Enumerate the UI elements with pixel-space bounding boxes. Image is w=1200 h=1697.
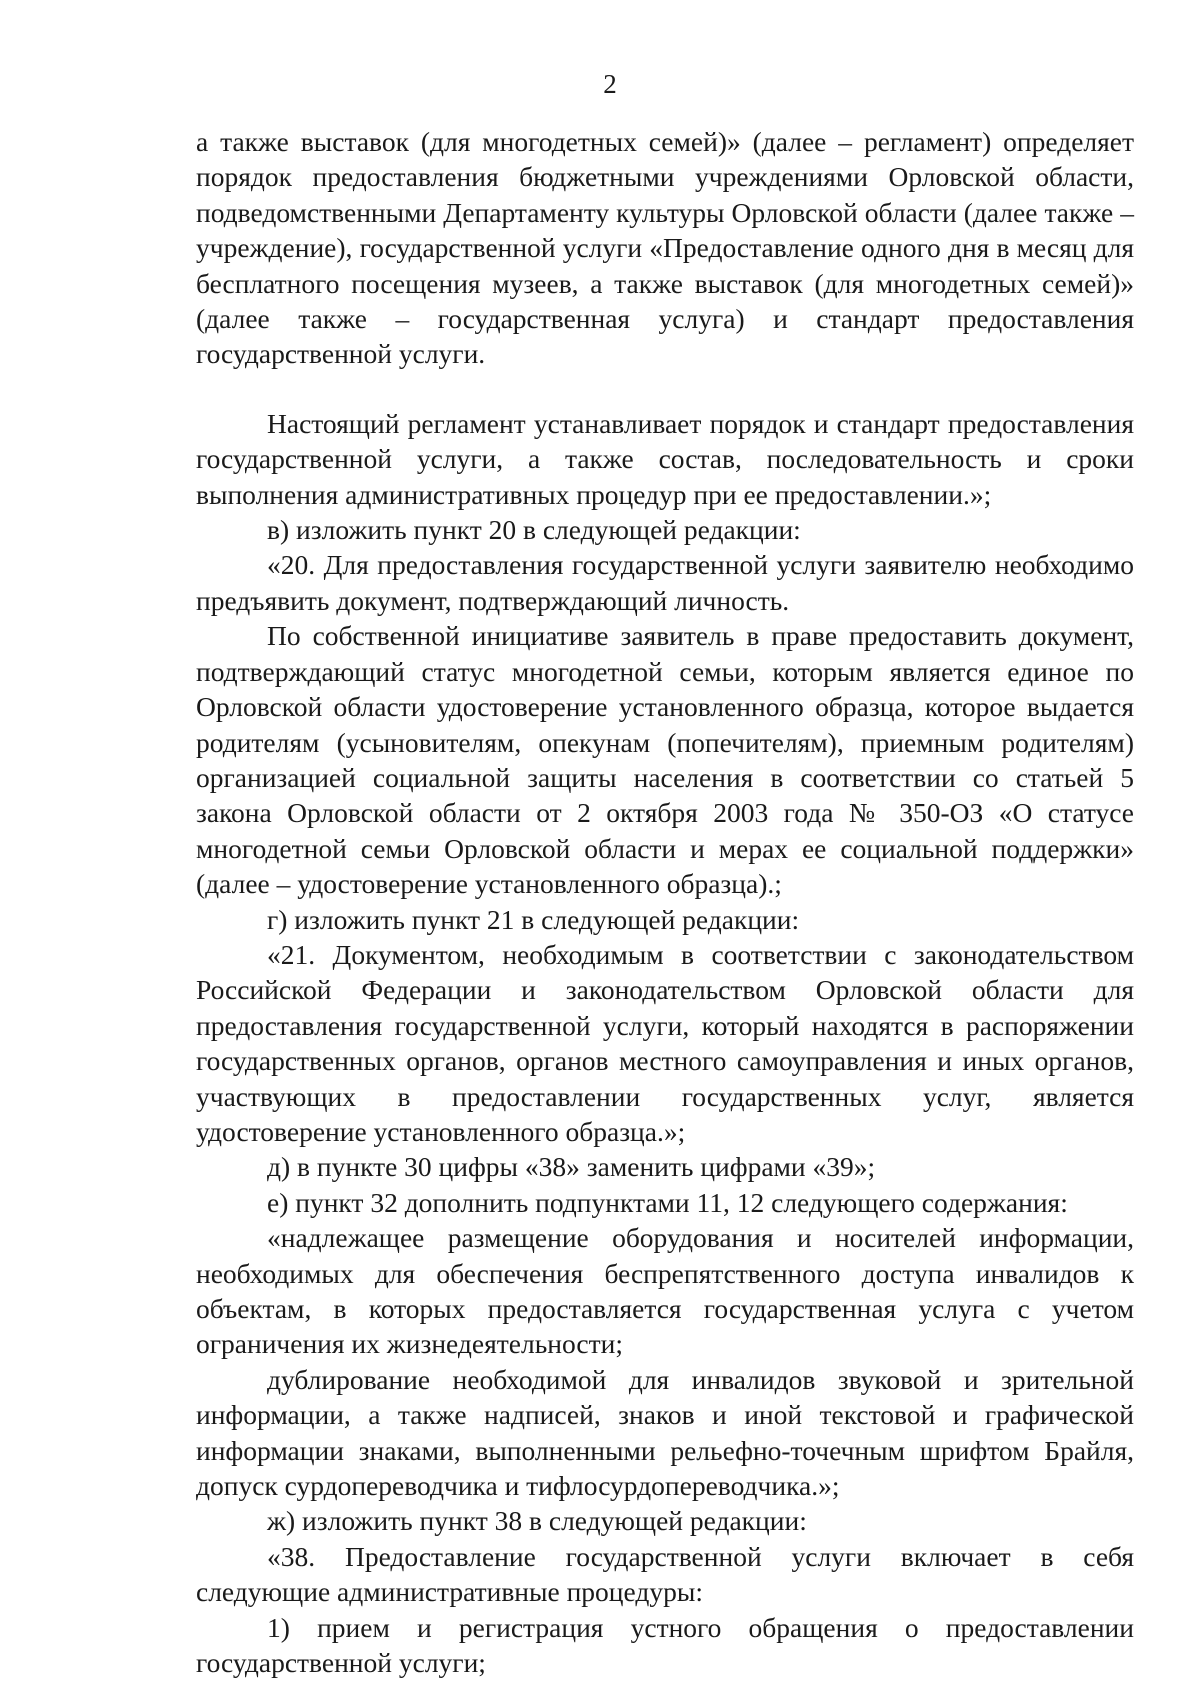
paragraph-item-20-text: «20. Для предоставления государственной услуги заявителю необходимо предъявить документ, подтверждающий личность. [196, 549, 1134, 616]
paragraph-item-38-text: «38. Предоставление государственной услуги включает в себя следующие административные процедуры: [196, 1540, 1134, 1608]
paragraph-item-38-instruction: ж) изложить пункт 38 в следующей редакции: [267, 1505, 807, 1537]
paragraph-item-30-change: д) в пункте 30 цифры «38» заменить цифрами «39»; [267, 1151, 876, 1183]
paragraph-regulation-scope: Настоящий регламент устанавливает порядок и стандарт предоставления государственной услуги, а также состав, последовательность и сроки выполнения административных процедур при ее предоставлении.»; [196, 407, 1134, 510]
paragraph-procedure-1: 1) прием и регистрация устного обращения о предоставлении государственной услуги; [196, 1611, 1134, 1679]
paragraph-regulation-definition: а также выставок (для многодетных семей)» (далее – регламент) определяет порядок предоставления бюджетными учреждениями Орловской области, подведомственными Департаменту культуры Орловской области (далее также – учреждение), государственной услуги «Предоставление одного дня в месяц для бесплатного посещения музеев, а также выставок (для многодетных семей)» (далее также – государственная услуга) и стандарт предоставления государственной услуги. [196, 126, 1134, 370]
paragraph-item-21-instruction: г) изложить пункт 21 в следующей редакции: [267, 903, 800, 935]
document-body [196, 124, 1134, 1680]
page-number: 2 [603, 69, 617, 99]
paragraph-item-21-text: «21. Документом, необходимым в соответствии с законодательством Российской Федерации и законодательством Орловской области для предоставления государственной услуги, который находятся в распоряжении государственных органов, органов местного самоуправления и иных органов, участвующих в предоставлении государственных услуг, является удостоверение установленного образца.»; [196, 938, 1134, 1147]
paragraph-item-20-instruction: в) изложить пункт 20 в следующей редакции: [267, 514, 801, 546]
paragraph-large-family-certificate: По собственной инициативе заявитель в праве предоставить документ, подтверждающий статус многодетной семьи, которым является единое по Орловской области удостоверение установленного образца, которое выдается родителям (усыновителям, опекунам (попечителям), приемным родителям) организацией социальной защиты населения в соответствии со статьей 5 закона Орловской области от 2 октября 2003 года № 350-ОЗ «О статусе многодетной семьи Орловской области и мерах ее социальной поддержки» (далее – удостоверение установленного образца).; [196, 620, 1134, 900]
paragraph-accessibility-equipment: «надлежащее размещение оборудования и носителей информации, необходимых для обеспечения беспрепятственного доступа инвалидов к объектам, в которых предоставляется государственная услуга с учетом ограничения их жизнедеятельности; [196, 1222, 1134, 1360]
paragraph-accessibility-duplication: дублирование необходимой для инвалидов звуковой и зрительной информации, а также надписей, знаков и иной текстовой и графической информации знаками, выполненными рельефно-точечным шрифтом Брайля, допуск сурдопереводчика и тифлосурдопереводчика.»; [196, 1363, 1134, 1502]
paragraph-item-32-addition: е) пункт 32 дополнить подпунктами 11, 12 следующего содержания: [267, 1186, 1068, 1218]
